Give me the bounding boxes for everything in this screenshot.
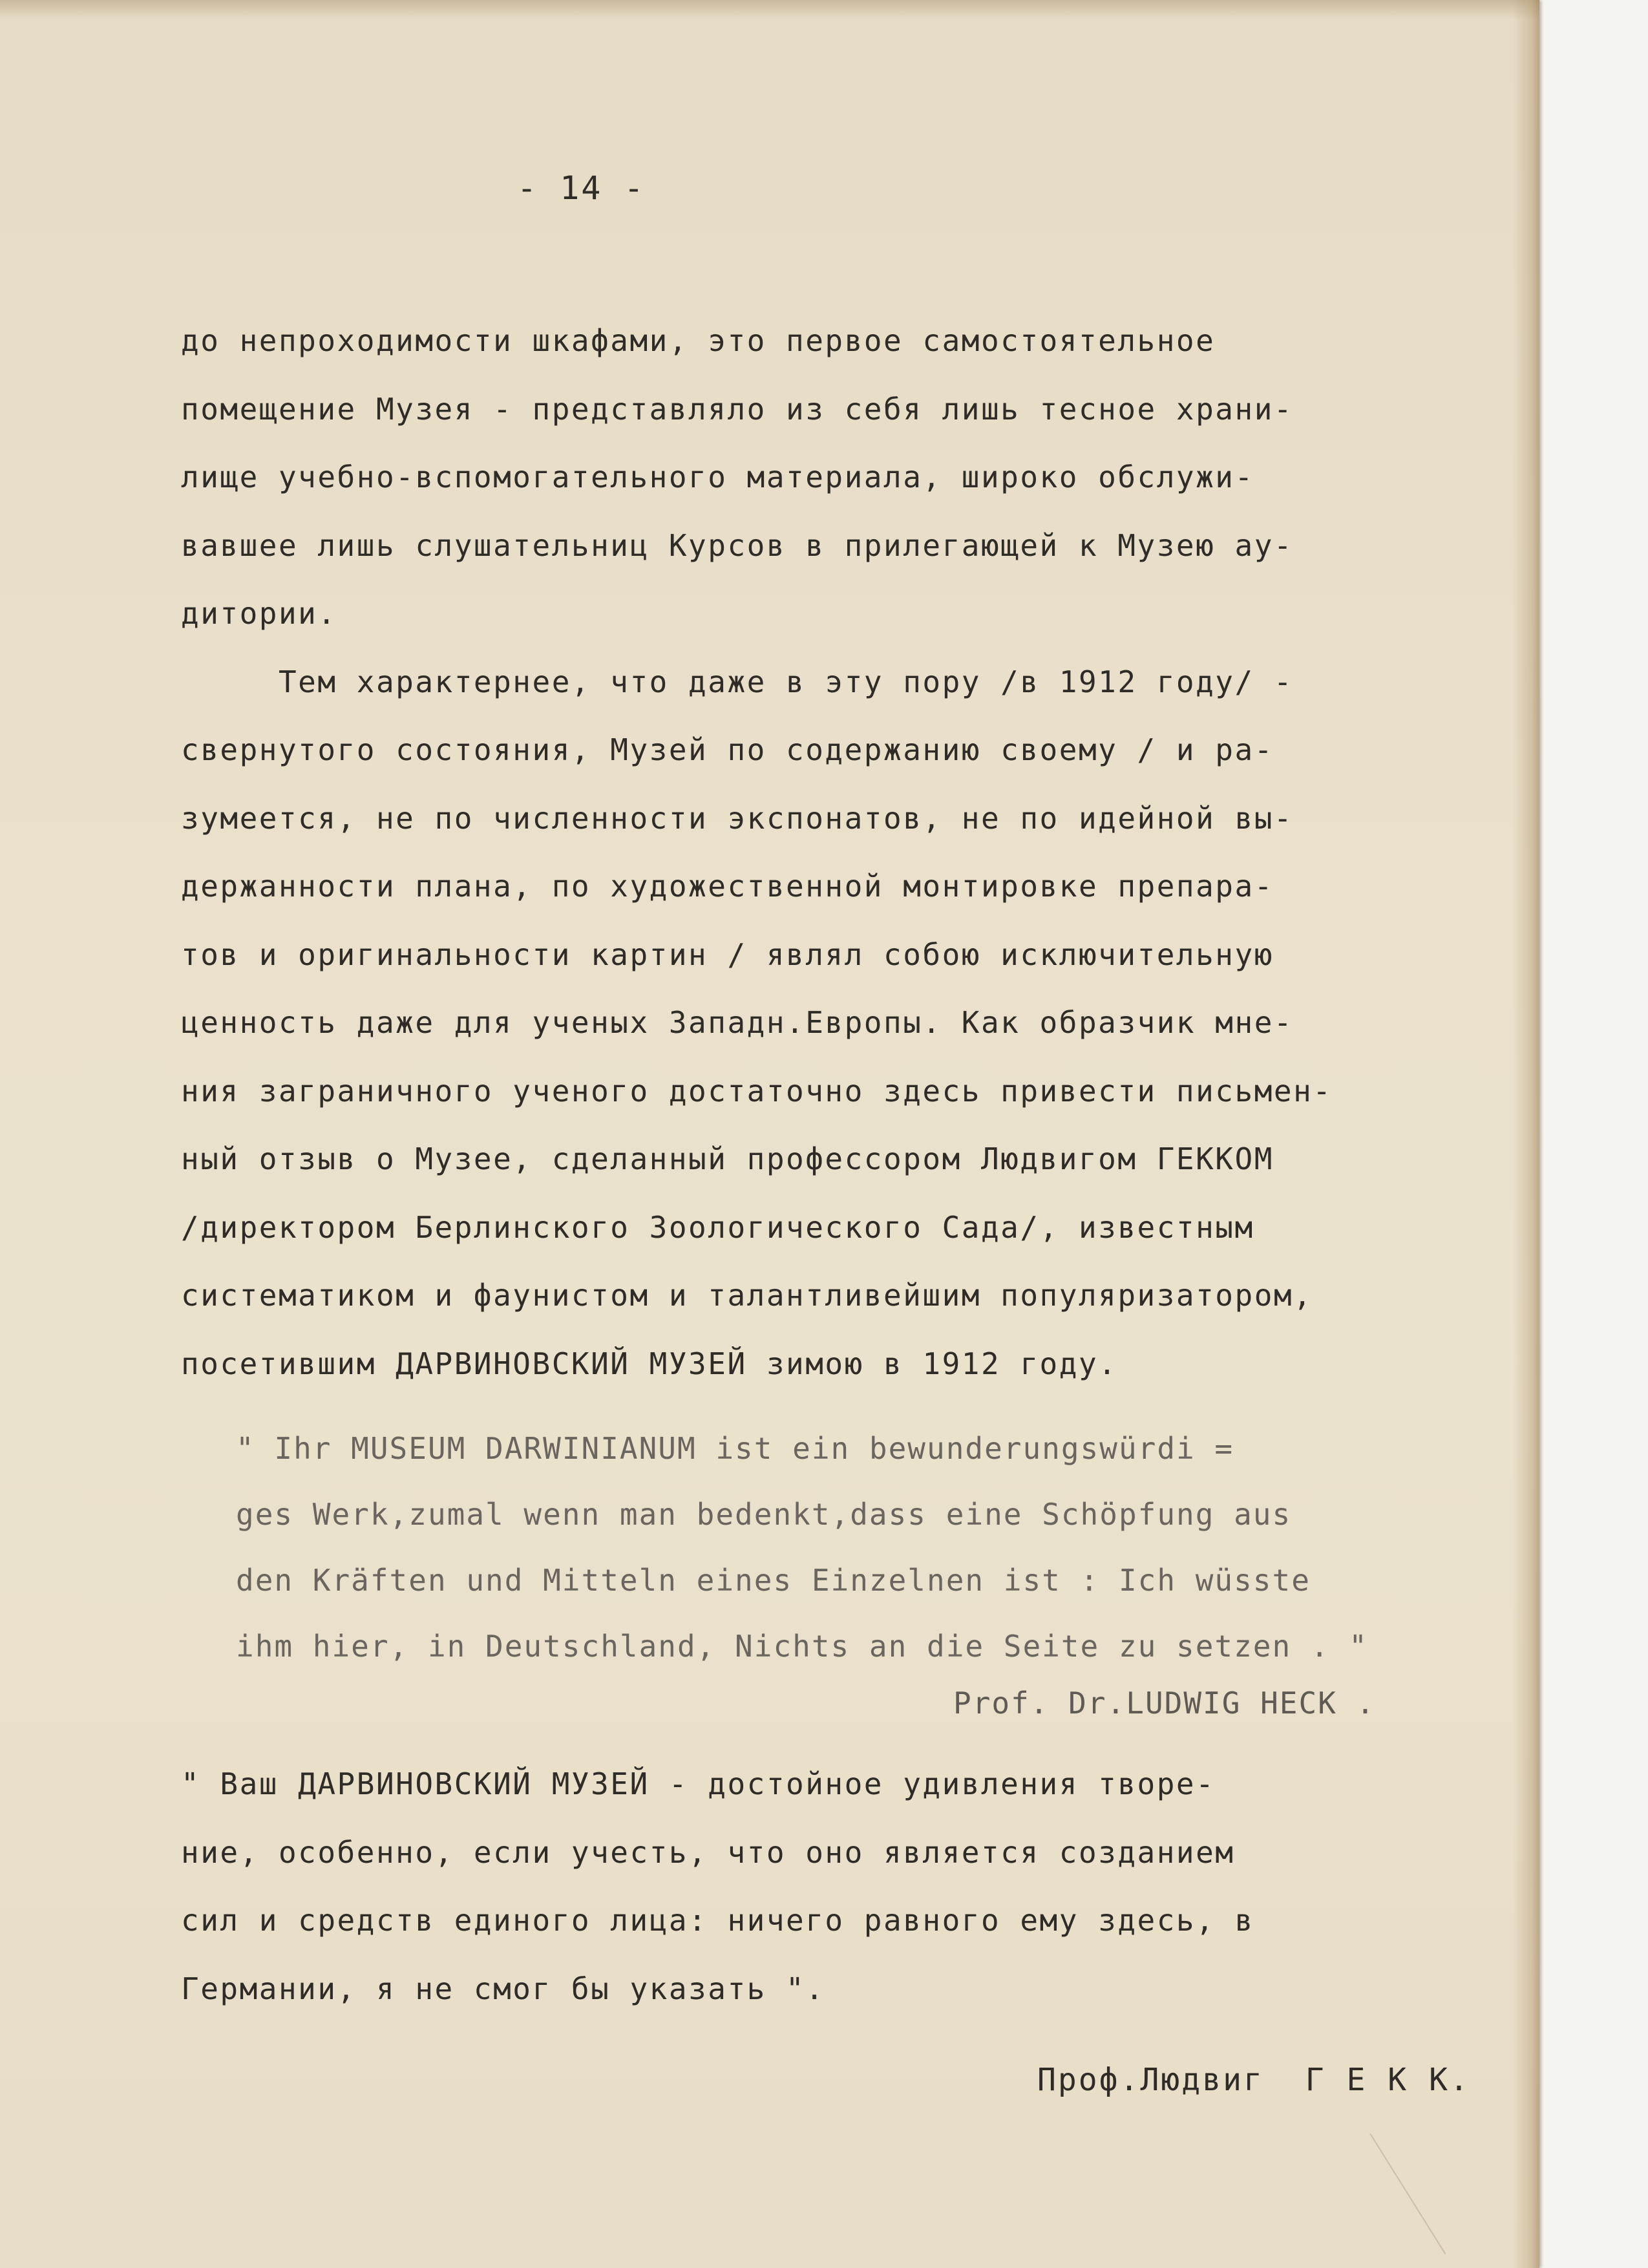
russian-quote-line: " Ваш ДАРВИНОВСКИЙ МУЗЕЙ - достойное удивления творе- [181, 1766, 1216, 1801]
paper-crease [1369, 2133, 1446, 2254]
body-line: тов и оригинальности картин / являл собою исключительную [181, 937, 1274, 972]
german-quote-line: den Kräften und Mitteln eines Einzelnen ist : Ich wüsste [236, 1563, 1311, 1598]
body-line: свернутого состояния, Музей по содержанию своему / и ра- [181, 732, 1274, 767]
russian-quote-line: Германии, я не смог бы указать ". [181, 1971, 825, 2006]
russian-quote-line: сил и средств единого лица: ничего равного ему здесь, в [181, 1903, 1254, 1938]
body-paragraphs [181, 307, 1512, 1398]
paper-top-edge [0, 0, 1539, 19]
paper-right-edge [1512, 0, 1539, 2268]
body-line: зумеется, не по численности экспонатов, не по идейной вы- [181, 800, 1294, 836]
body-line: до непроходимости шкафами, это первое самостоятельное [181, 323, 1216, 358]
body-line: систематиком и фаунистом и талантливейшим популяризатором, [181, 1278, 1313, 1313]
body-line: помещение Музея - представляло из себя лишь тесное храни- [181, 391, 1294, 427]
german-quote-signature: Prof. Dr.LUDWIG HECK . [953, 1686, 1376, 1721]
page-number: - 14 - [517, 169, 646, 207]
body-line: ценность даже для ученых Западн.Европы. Как образчик мне- [181, 1005, 1294, 1040]
body-line: ный отзыв о Музее, сделанный профессором Людвигом ГЕККОМ [181, 1141, 1274, 1176]
body-line: вавшее лишь слушательниц Курсов в прилегающей к Музею ау- [181, 527, 1294, 563]
body-line: держанности плана, по художественной монтировке препара- [181, 869, 1274, 904]
russian-quote-line: ние, особенно, если учесть, что оно является созданием [181, 1834, 1235, 1870]
russian-quote [181, 1750, 1512, 2023]
body-line: дитории. [181, 596, 337, 631]
german-quote-line: ihm hier, in Deutschland, Nichts an die Seite zu setzen . " [236, 1629, 1368, 1664]
body-line: /директором Берлинского Зоологического Сада/, известным [181, 1209, 1254, 1245]
body-line: лище учебно-вспомогательного материала, широко обслужи- [181, 460, 1254, 494]
german-quote [236, 1415, 1496, 1679]
german-quote-line: " Ihr MUSEUM DARWINIANUM ist ein bewunderungswürdi = [236, 1431, 1234, 1466]
body-line: посетившим ДАРВИНОВСКИЙ МУЗЕЙ зимою в 1912 году. [181, 1346, 1118, 1381]
author-signature: Проф.Людвиг Г Е К К. [1037, 2062, 1470, 2098]
body-line: ния заграничного ученого достаточно здесь привести письмен- [181, 1073, 1333, 1108]
body-line: Тем характернее, что даже в эту пору /в 1912 году/ - [181, 664, 1294, 699]
german-quote-line: ges Werk,zumal wenn man bedenkt,dass eine Schöpfung aus [236, 1497, 1292, 1532]
